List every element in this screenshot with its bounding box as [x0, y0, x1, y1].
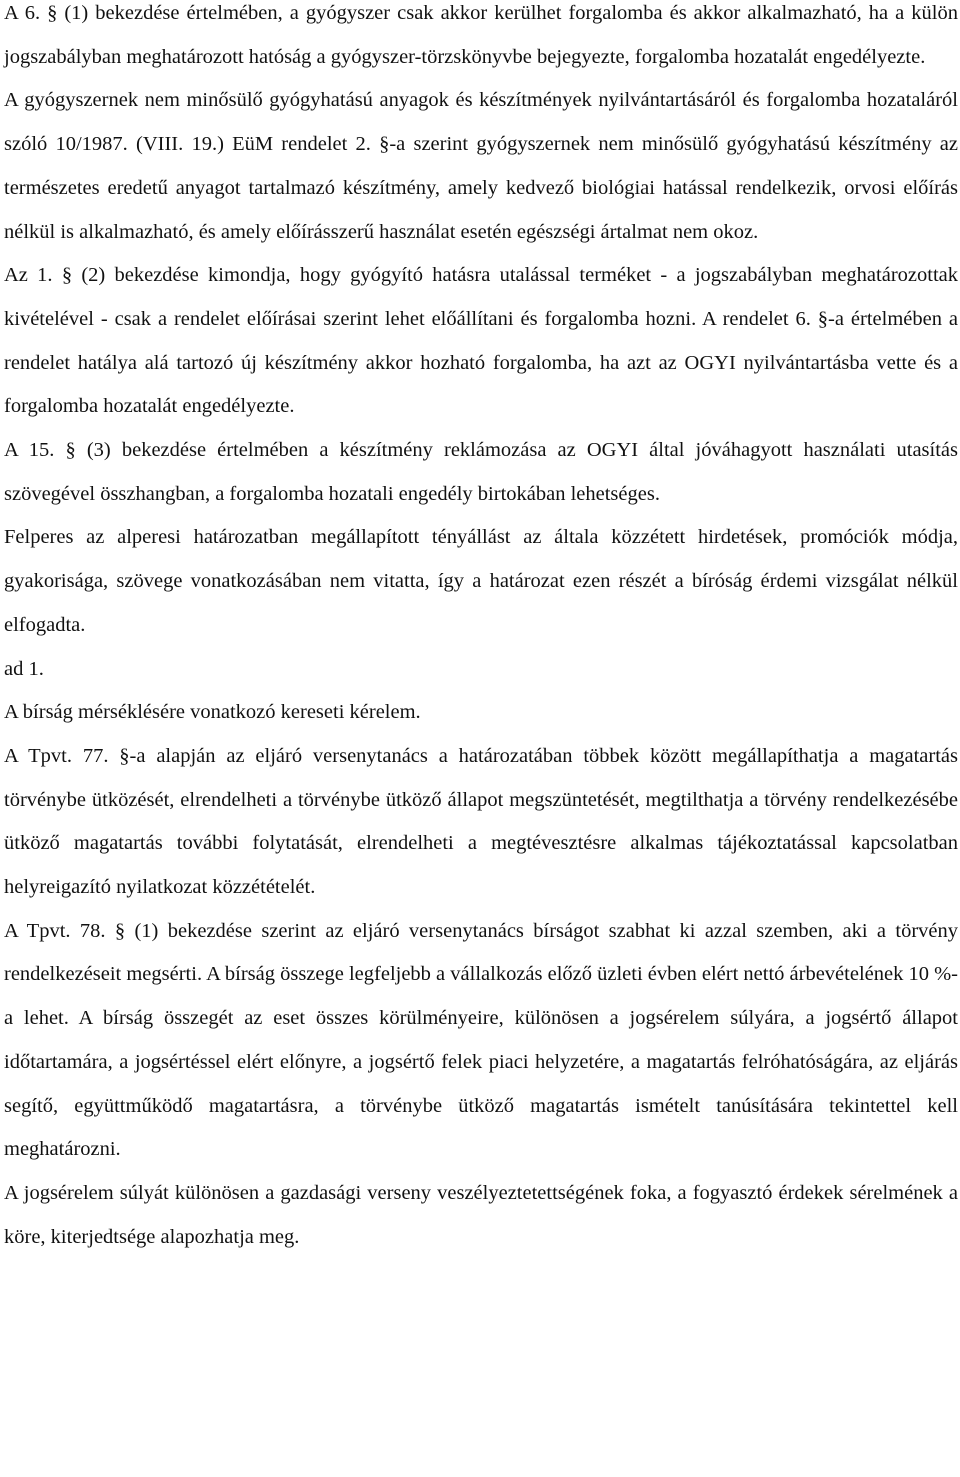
paragraph-eum-rendelet: A gyógyszernek nem minősülő gyógyhatású anyagok és készítmények nyilvántartásáról és forgalomba hozataláról szóló 10/1987. (VIII. 19.) EüM rendelet 2. §-a szerint gyógyszernek nem minősülő gyógyhatású készítmény az természetes eredetű anyagot tartalmazó készítmény, amely kedvező biológiai hatással rendelkezik, orvosi előírás nélkül is alkalmazható, és amely előírásszerű használat esetén egészségi ártalmat nem okoz. — [4, 89, 958, 243]
paragraph-jogserelem-sulya: A jogsérelem súlyát különösen a gazdasági verseny veszélyeztetettségének foka, a fogyasztó érdekek sérelmének a köre, kiterjedtsége alapozhatja meg. — [4, 1181, 958, 1248]
paragraph-felperes: Felperes az alperesi határozatban megállapított tényállást az általa közzétett hirdetések, promóciók módja, gyakorisága, szövege vonatkozásában nem vitatta, így a határozat ezen részét a bíróság érdemi vizsgálat nélkül elfogadta. — [4, 526, 958, 636]
paragraph-reklamozas: A 15. § (3) bekezdése értelmében a készítmény reklámozása az OGYI által jóváhagyott használati utasítás szövegével összhangban, a forgalomba hozatali engedély birtokában lehetséges. — [4, 439, 958, 505]
paragraph-tpvt-78: A Tpvt. 78. § (1) bekezdése szerint az eljáró versenytanács bírságot szabhat ki azzal szemben, aki a törvény rendelkezéseit megsérti. A bírság összege legfeljebb a vállalkozás előző üzleti évben elért nettó árbevételének 10 %-a lehet. A bírság összegét az eset összes körülményeire, különösen a jogsérelem súlyára, a jogsértő állapot időtartamára, a jogsértéssel elért előnyre, a jogsértő felek piaci helyzetére, a magatartás felróhatóságára, az eljárás segítő, együttműködő magatartásra, a törvénybe ütköző magatartás ismételt tanúsítására tekintettel kell meghatározni. — [4, 919, 958, 1161]
paragraph-tpvt-77: A Tpvt. 77. §-a alapján az eljáró versenytanács a határozatában többek között megállapíthatja a magatartás törvénybe ütközését, elrendelheti a törvénybe ütköző állapot megszüntetését, megtilthatja a törvény rendelkezésébe ütköző magatartás további folytatását, elrendelheti a megtévesztésre alkalmas tájékoztatással kapcsolatban helyreigazító nyilatkozat közzétételét. — [4, 744, 958, 899]
paragraph-gyogyito-hatas: Az 1. § (2) bekezdése kimondja, hogy gyógyító hatásra utalással terméket - a jogszabályban meghatározottak kivételével - csak a rendelet előírásai szerint lehet előállítani és forgalomba hozni. A rendelet 6. §-a értelmében a rendelet hatálya alá tartozó új készítmény akkor hozható forgalomba, ha azt az OGYI nyilvántartásba vette és a forgalomba hozatalát engedélyezte. — [4, 264, 958, 418]
paragraph-ad-1: ad 1. — [4, 657, 44, 680]
paragraph-gyogyszer-forgalomba: A 6. § (1) bekezdése értelmében, a gyógyszer csak akkor kerülhet forgalomba és akkor alkalmazható, ha a külön jogszabályban meghatározott hatóság a gyógyszer-törzskönyvbe bejegyezte, forgalomba hozatalát engedélyezte. — [4, 2, 958, 68]
document-page — [4, 0, 958, 1259]
paragraph-birsag-mersekles: A bírság mérséklésére vonatkozó kereseti kérelem. — [4, 701, 421, 724]
